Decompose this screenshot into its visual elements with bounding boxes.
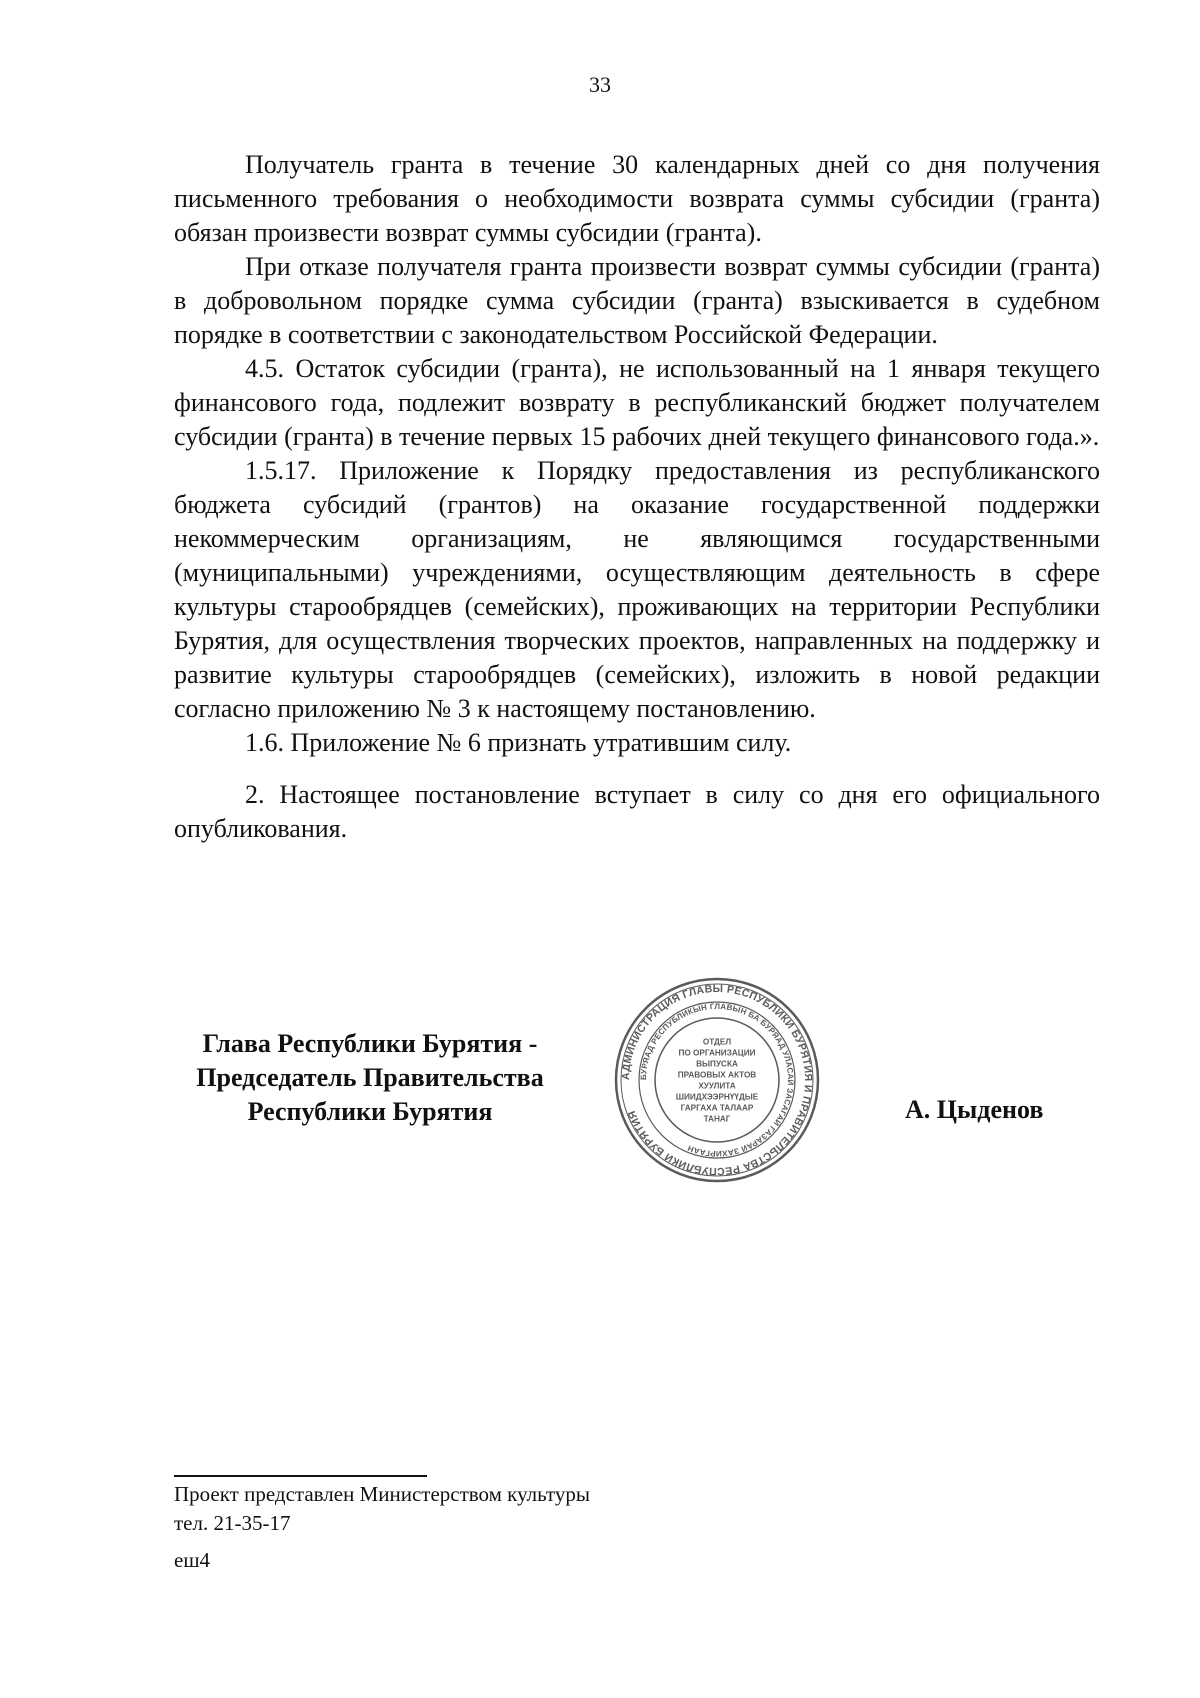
signer-name: А. Цыденов bbox=[905, 1095, 1044, 1124]
seal-center-line: ГАРГАХА ТАЛААР bbox=[680, 1103, 754, 1113]
official-seal bbox=[612, 975, 822, 1185]
document-code: еш4 bbox=[174, 1548, 210, 1572]
paragraph-refund-court: При отказе получателя гранта произвести возврат суммы субсидии (гранта) в добровольном порядке сумма субсидии (гранта) взыскивается в судебном порядке в соответствии с законодательством Российской Федерации. bbox=[174, 252, 1100, 349]
paragraph-refund-deadline: Получатель гранта в течение 30 календарных дней со дня получения письменного требования о необходимости возврата суммы субсидии (гранта) обязан произвести возврат суммы субсидии (гранта). bbox=[174, 150, 1100, 247]
footnote-divider bbox=[174, 1475, 427, 1477]
page-number: 33 bbox=[589, 72, 611, 97]
seal-center-text bbox=[676, 1038, 759, 1124]
footnote-line: тел. 21-35-17 bbox=[174, 1511, 291, 1535]
footnote-line: Проект представлен Министерством культуры bbox=[174, 1482, 590, 1506]
paragraph-2: 2. Настоящее постановление вступает в силу со дня его официального опубликования. bbox=[174, 780, 1100, 843]
seal-center-line: ШИИДХЭЭРНҮҮДЫЕ bbox=[675, 1092, 759, 1102]
paragraph-1-5-17: 1.5.17. Приложение к Порядку предоставления из республиканского бюджета субсидий (грантов) на оказание государственной поддержки некоммерческим организациям, не являющимся государственными (муниципальными) учреждениями, осуществляющим деятельность в сфере культуры старообрядцев (семейских), проживающих на территории Республики Бурятия, для осуществления творческих проектов, направленных на поддержку и развитие культуры старообрядцев (семейских), изложить в новой редакции согласно приложению № 3 к настоящему постановлению. bbox=[174, 456, 1100, 723]
seal-center-line: ПО ОРГАНИЗАЦИИ bbox=[678, 1048, 756, 1058]
seal-center-line: ВЫПУСКА bbox=[696, 1059, 738, 1069]
seal-center-line: ОТДЕЛ bbox=[702, 1037, 732, 1047]
signatory-title-line: Республики Бурятия bbox=[247, 1097, 493, 1126]
footnote bbox=[174, 1480, 590, 1538]
signatory-title-line: Глава Республики Бурятия - bbox=[202, 1029, 538, 1058]
paragraph-4-5: 4.5. Остаток субсидии (гранта), не использованный на 1 января текущего финансового года, подлежит возврату в республиканский бюджет получателем субсидии (гранта) в течение первых 15 рабочих дней текущего финансового года.». bbox=[174, 354, 1100, 451]
seal-center-line: ПРАВОВЫХ АКТОВ bbox=[677, 1070, 757, 1080]
signatory-title-line: Председатель Правительства bbox=[196, 1063, 544, 1092]
seal-center-line: ТАНАГ bbox=[703, 1114, 731, 1124]
seal-inner-ring-text: БУРЯАД РЕСПУБЛИКЫН ГЛАВЫН БА БУРЯАД УЛАСАЙ ЗАСАГАЙ ГАЗАРАЙ ЗАХИРГААН bbox=[638, 1001, 796, 1159]
seal-stamp-graphic bbox=[612, 975, 822, 1185]
paragraph-1-6: 1.6. Приложение № 6 признать утратившим силу. bbox=[245, 728, 792, 757]
signatory-title bbox=[170, 1027, 570, 1129]
seal-outer-text: АДМИНИСТРАЦИЯ ГЛАВЫ РЕСПУБЛИКИ БУРЯТИЯ И ПРАВИТЕЛЬСТВА РЕСПУБЛИКИ БУРЯТИЯ bbox=[619, 982, 815, 1178]
document-body bbox=[174, 148, 1100, 846]
seal-center-line: ХУУЛИТА bbox=[698, 1081, 736, 1091]
